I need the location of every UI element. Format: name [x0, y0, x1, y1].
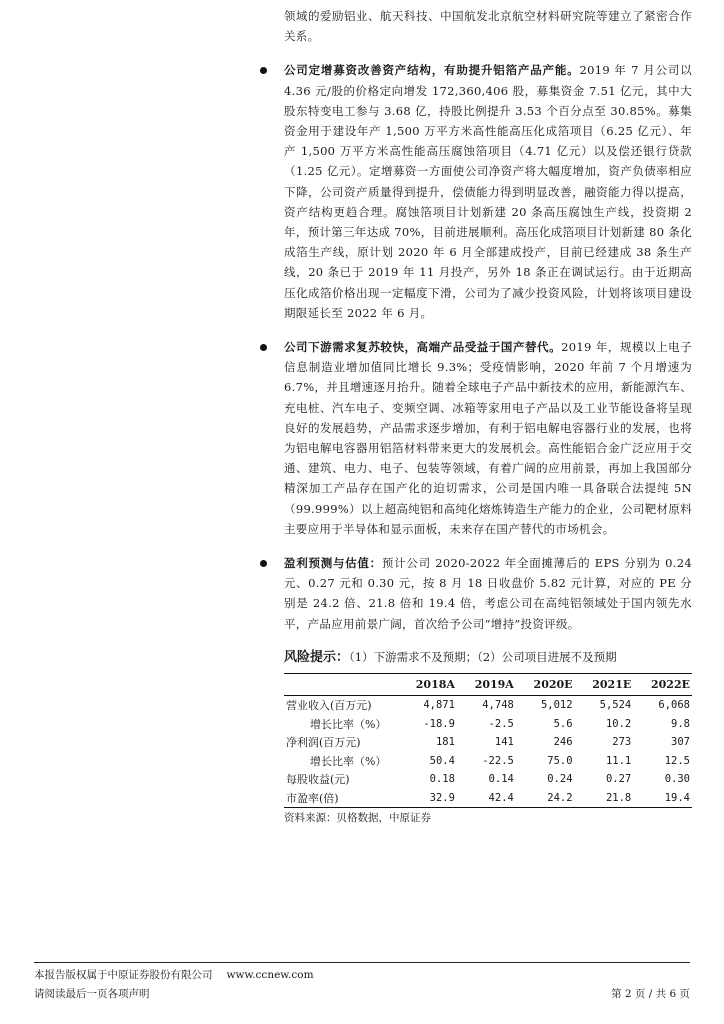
bullet-earnings-forecast: [284, 553, 692, 634]
table-row: [284, 751, 692, 770]
footer-left: [34, 966, 314, 1004]
table-row: [284, 733, 692, 752]
footer-url-link[interactable]: www.ccnew.com: [226, 969, 314, 981]
footer-page-number: 第 2 页 / 共 6 页: [611, 988, 690, 1000]
table-cell: 307: [671, 736, 690, 749]
table-cell: 6,068: [658, 699, 690, 712]
table-cell: 75.0: [547, 754, 573, 767]
table-source: 资料来源：贝格数据，中原证券: [284, 811, 431, 824]
table-cell: 10.2: [605, 717, 632, 730]
bullet-title: 公司定增募资改善资产结构，有助提升铝箔产品产能。: [284, 63, 580, 78]
table-cell: 0.30: [664, 773, 690, 786]
table-cell: 5,012: [540, 699, 573, 712]
table-cell: 4,871: [423, 699, 455, 712]
bullet-dot-icon: [260, 560, 267, 567]
table-cell: 4,748: [482, 699, 514, 712]
table-cell: 50.4: [429, 754, 455, 767]
bullet-dot-icon: [260, 67, 267, 74]
bullet-body: 2019 年 7 月公司以 4.36 元/股的价格定向增发 172,360,406 股，募集资金 7.51 亿元，其中大股东特变电工参与 3.68 亿，持股比例提升 3.53 个百分点至 30.85%。募集资金用于建设年产 1,500 万平方米高性能高压化成箔项目（6.25 亿元）、年产 1,500 万平方米高性能高压腐蚀箔项目（4.71 亿元）以及偿还银行贷款（1.25 亿元）。定增募资一方面使公司净资产将大幅度增加，资产负债率相应下降，公司资产质量得到提升，偿债能力得到明显改善，融资能力得以提高，资产结构更趋合理。腐蚀箔项目计划新建 20 条高压腐蚀生产线，投资期 2 年，预计第三年达成 70%，目前进展顺利。高压化成箔项目计划新建 80 条化成箔生产线，原计划 2020 年 6 月全部建成投产，目前已经建成 38 条生产线，20 条已于 2019 年 11 月投产，另外 18 条正在调试运行。由于近期高压化成箔价格出现一定幅度下滑，公司为了减少投资风险，计划将该项目建设期限延长至 2022 年 6 月。: [284, 63, 692, 320]
bullet-downstream-demand: [284, 337, 692, 539]
bullet-title: 盈利预测与估值：: [284, 556, 382, 571]
intro-paragraph: 领域的爱励铝业、航天科技、中国航发北京航空材料研究院等建立了紧密合作关系。: [284, 9, 692, 44]
bullet-body: 2019 年，规模以上电子信息制造业增加值同比增长 9.3%；受疫情影响，2020 年前 7 个月增速为 6.7%，并且增速逐月抬升。随着全球电子产品中新技术的应用，新能源汽车、充电桩、汽车电子、变频空调、冰箱等家用电子产品以及工业节能设备将呈现良好的发展趋势，产品需求逐步增加，有利于铝电解电容器行业的发展，也将为铝电解电容器用铝箔材料带来更大的发展机会。高性能铝合金广泛应用于交通、建筑、电力、电子、包装等领域，有着广阔的应用前景，再加上我国部分精深加工产品存在国产化的迫切需求，公司是国内唯一具备联合法提纯 5N（99.999%）以上超高纯铝和高纯化熔炼铸造生产能力的企业，公司靶材原料主要应用于半导体和显示面板，未来存在国产替代的市场机会。: [284, 340, 693, 536]
table-cell: 0.14: [488, 773, 514, 786]
table-header-cell: 2022E: [633, 673, 692, 695]
table-cell: 141: [494, 736, 514, 749]
bullet-private-placement: [284, 60, 692, 323]
table-cell: 24.2: [516, 788, 575, 807]
table-cell: -22.5: [482, 754, 514, 767]
table-cell: 0.27: [605, 773, 632, 786]
table-cell: -18.9: [423, 717, 455, 730]
table-cell: 5.6: [553, 717, 573, 730]
table-header-cell: 2021E: [575, 673, 634, 695]
table-row: [284, 714, 692, 733]
bullet-title: 公司下游需求复苏较快，高端产品受益于国产替代。: [284, 340, 562, 355]
table-cell: 0.18: [429, 773, 455, 786]
row-label: 净利润(百万元): [286, 736, 361, 750]
bullet-body: 预计公司 2020-2022 年全面摊薄后的 EPS 分别为 0.24 元、0.27 元和 0.30 元，按 8 月 18 日收盘价 5.82 元计算，对应的 PE 分别是 24.2 倍、21.8 倍和 19.4 倍，考虑公司在高纯铝领域处于国内领先水平，产品应用前景广阔，首次给予公司“增持”投资评级。: [284, 556, 692, 631]
table-row: [284, 788, 692, 807]
table-cell: 181: [435, 736, 455, 749]
table-cell: 5,524: [599, 699, 632, 712]
report-content: [284, 0, 692, 825]
table-cell: 9.8: [671, 717, 690, 730]
table-header-cell: 2019A: [457, 673, 516, 695]
row-label: 增长比率（%）: [310, 754, 387, 768]
risk-warning: [284, 646, 692, 665]
footer-divider: [34, 962, 690, 963]
risk-text: （1）下游需求不及预期；（2）公司项目进展不及预期: [349, 649, 617, 664]
table-row: [284, 695, 692, 714]
table-cell: 11.1: [605, 754, 632, 767]
table-cell: 12.5: [664, 754, 690, 767]
row-label: 营业收入(百万元): [286, 699, 372, 713]
row-label: 每股收益(元): [286, 773, 350, 787]
table-cell: 42.4: [457, 788, 516, 807]
table-header-cell: [284, 673, 398, 695]
table-cell: 273: [612, 736, 632, 749]
table-row: [284, 770, 692, 789]
table-header-row: [284, 673, 692, 695]
table-cell: -2.5: [488, 717, 514, 730]
table-cell: 246: [553, 736, 573, 749]
table-header-cell: 2018A: [398, 673, 457, 695]
footer-copyright: 本报告版权属于中原证券股份有限公司: [34, 969, 213, 981]
risk-title: 风险提示：: [284, 649, 350, 665]
table-cell: 21.8: [575, 788, 634, 807]
table-header-cell: 2020E: [516, 673, 575, 695]
table-cell: 0.24: [547, 773, 573, 786]
bullet-dot-icon: [260, 344, 267, 351]
table-cell: 32.9: [398, 788, 457, 807]
row-label: 增长比率（%）: [310, 717, 387, 731]
table-cell: 19.4: [633, 788, 692, 807]
footer-disclaimer: 请阅读最后一页各项声明: [34, 988, 150, 1000]
row-label: 市盈率(倍): [284, 788, 398, 807]
financial-forecast-table: [284, 673, 692, 808]
